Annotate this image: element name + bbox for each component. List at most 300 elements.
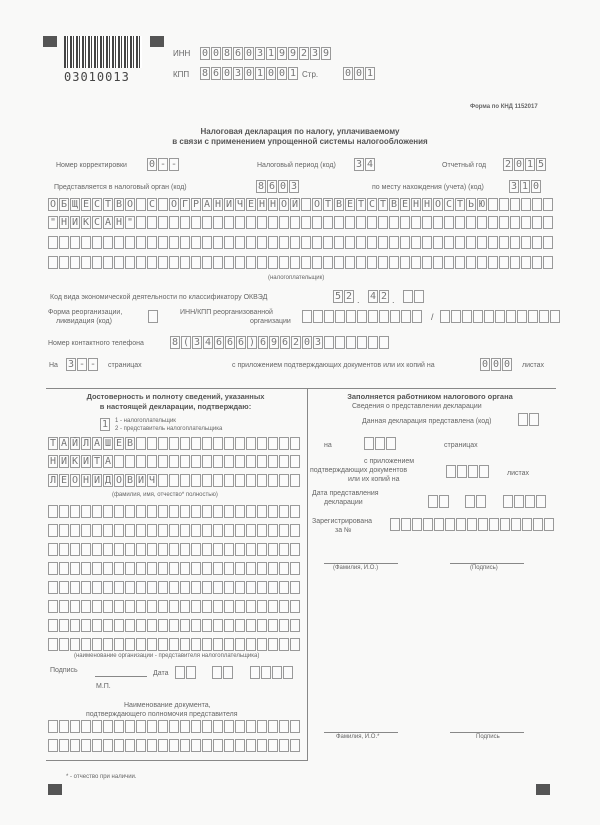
char-cell <box>345 256 355 269</box>
char-cell: 1 <box>521 181 529 192</box>
char-cell <box>261 666 271 679</box>
char-cell <box>414 290 424 303</box>
char-cell <box>279 256 289 269</box>
char-cell <box>147 619 157 632</box>
tax-organ-label: Представляется в налоговый орган (код) <box>54 184 187 191</box>
char-cell: О <box>126 199 134 210</box>
char-cell: 0 <box>148 159 156 170</box>
char-cell <box>367 236 377 249</box>
char-cell <box>180 505 190 518</box>
char-cell <box>169 720 179 733</box>
signer-option-1: 1 - налогоплательщик <box>115 418 176 424</box>
char-cell <box>246 562 256 575</box>
sign-label: Подпись <box>50 667 78 674</box>
okved-dot: . <box>392 295 395 305</box>
char-cell <box>103 600 113 613</box>
org-caption: (наименование организации - представителя налогоплательщика) <box>74 653 260 659</box>
char-cell <box>335 336 345 349</box>
char-cell <box>235 562 245 575</box>
char-cell <box>202 543 212 556</box>
page-cells <box>343 67 376 80</box>
char-cell <box>400 216 410 229</box>
char-cell <box>389 216 399 229</box>
char-cell <box>147 524 157 537</box>
char-cell <box>235 455 245 468</box>
char-cell <box>444 256 454 269</box>
char-cell <box>136 638 146 651</box>
char-cell: 4 <box>366 159 374 170</box>
char-cell <box>257 739 267 752</box>
char-cell <box>212 666 222 679</box>
char-cell: 0 <box>532 181 540 192</box>
sheets-label: листах <box>522 362 545 369</box>
char-cell <box>191 524 201 537</box>
date-submit-label-1: Дата представления <box>312 490 379 497</box>
char-cell <box>235 216 245 229</box>
char-cell: В <box>126 438 134 449</box>
char-cell <box>488 236 498 249</box>
char-cell: 0 <box>279 181 287 192</box>
char-cell <box>532 216 542 229</box>
inn-cells <box>200 47 332 60</box>
char-cell <box>180 256 190 269</box>
char-cell <box>290 524 300 537</box>
char-cell <box>224 455 234 468</box>
char-cell <box>136 562 146 575</box>
char-cell: О <box>49 199 57 210</box>
char-cell <box>191 216 201 229</box>
char-cell: С <box>93 199 101 210</box>
char-cell <box>114 720 124 733</box>
char-cell <box>478 518 488 531</box>
char-cell <box>158 236 168 249</box>
char-cell <box>81 581 91 594</box>
char-cell <box>175 666 185 679</box>
char-cell <box>169 600 179 613</box>
char-cell <box>92 619 102 632</box>
char-cell <box>543 198 553 211</box>
taxpayer-caption: (налогоплательщик) <box>268 275 325 281</box>
char-cell <box>191 638 201 651</box>
char-cell <box>224 474 234 487</box>
char-cell: 3 <box>234 68 242 79</box>
char-cell <box>191 720 201 733</box>
char-cell <box>224 505 234 518</box>
footnote: * - отчество при наличии. <box>66 774 137 780</box>
char-cell <box>125 562 135 575</box>
char-cell <box>125 638 135 651</box>
char-cell <box>103 720 113 733</box>
char-cell <box>495 310 505 323</box>
char-cell <box>92 638 102 651</box>
char-cell <box>375 437 385 450</box>
char-cell <box>147 455 157 468</box>
char-cell <box>136 720 146 733</box>
corner-marker <box>536 784 550 795</box>
char-cell <box>455 256 465 269</box>
char-cell <box>213 216 223 229</box>
char-cell: В <box>115 199 123 210</box>
char-cell: Ь <box>467 199 475 210</box>
char-cell <box>235 600 245 613</box>
attach-label-1: с приложением <box>364 458 415 465</box>
char-cell <box>268 619 278 632</box>
char-cell <box>246 216 256 229</box>
char-cell <box>268 437 278 450</box>
char-cell <box>213 543 223 556</box>
char-cell <box>59 619 69 632</box>
char-cell <box>422 236 432 249</box>
date-month-cells <box>212 666 234 679</box>
char-cell <box>368 310 378 323</box>
char-cell <box>125 236 135 249</box>
corner-marker <box>150 36 164 47</box>
char-cell: 6 <box>215 337 223 348</box>
char-cell <box>136 600 146 613</box>
char-cell <box>125 256 135 269</box>
char-cell: Ш <box>104 438 112 449</box>
char-cell <box>235 437 245 450</box>
char-cell: И <box>60 456 68 467</box>
org-row <box>48 524 301 537</box>
char-cell: Н <box>269 199 277 210</box>
char-cell <box>444 216 454 229</box>
char-cell <box>59 600 69 613</box>
char-cell <box>180 455 190 468</box>
taxpayer-row-1 <box>48 198 554 211</box>
okved-part-2 <box>368 290 390 303</box>
char-cell <box>272 666 282 679</box>
char-cell <box>279 455 289 468</box>
char-cell: А <box>60 438 68 449</box>
char-cell: О <box>313 199 321 210</box>
char-cell <box>70 638 80 651</box>
char-cell <box>213 236 223 249</box>
char-cell <box>400 256 410 269</box>
char-cell <box>70 256 80 269</box>
char-cell <box>455 236 465 249</box>
char-cell <box>114 543 124 556</box>
char-cell <box>357 310 367 323</box>
char-cell: 5 <box>334 291 342 302</box>
char-cell <box>268 236 278 249</box>
char-cell <box>550 310 560 323</box>
char-cell <box>202 619 212 632</box>
reorg-innkpp-label-2: организации <box>250 318 291 325</box>
char-cell <box>103 505 113 518</box>
char-cell <box>202 562 212 575</box>
char-cell <box>180 524 190 537</box>
char-cell <box>158 198 168 211</box>
char-cell <box>48 739 58 752</box>
char-cell: Е <box>60 475 68 486</box>
char-cell <box>268 474 278 487</box>
char-cell <box>290 638 300 651</box>
char-cell <box>345 236 355 249</box>
char-cell <box>268 543 278 556</box>
char-cell <box>257 543 267 556</box>
char-cell <box>147 600 157 613</box>
char-cell: 9 <box>289 48 297 59</box>
char-cell <box>59 236 69 249</box>
char-cell <box>489 518 499 531</box>
char-cell <box>92 256 102 269</box>
char-cell <box>268 581 278 594</box>
correction-cells <box>147 158 180 171</box>
char-cell <box>103 638 113 651</box>
char-cell <box>510 236 520 249</box>
char-cell <box>268 638 278 651</box>
char-cell <box>158 505 168 518</box>
char-cell: 3 <box>290 181 298 192</box>
taxpayer-row-4 <box>48 256 554 269</box>
char-cell <box>324 336 334 349</box>
char-cell <box>70 600 80 613</box>
location-cells <box>509 180 542 193</box>
date-submit-day <box>428 495 450 508</box>
char-cell <box>521 198 531 211</box>
char-cell <box>257 437 267 450</box>
char-cell <box>213 739 223 752</box>
char-cell: 1 <box>289 68 297 79</box>
tax-organ-cells <box>256 180 300 193</box>
char-cell <box>48 524 58 537</box>
char-cell <box>257 236 267 249</box>
char-cell <box>48 600 58 613</box>
char-cell <box>202 739 212 752</box>
char-cell <box>290 720 300 733</box>
char-cell <box>169 236 179 249</box>
char-cell <box>125 543 135 556</box>
char-cell <box>48 619 58 632</box>
surname-cells <box>48 437 301 450</box>
kpp-cells <box>200 67 299 80</box>
char-cell <box>268 739 278 752</box>
char-cell <box>532 198 542 211</box>
char-cell <box>191 256 201 269</box>
char-cell <box>235 739 245 752</box>
char-cell: И <box>93 475 101 486</box>
char-cell <box>202 505 212 518</box>
char-cell: 1 <box>256 68 264 79</box>
char-cell: С <box>148 199 156 210</box>
char-cell: 3 <box>510 181 518 192</box>
char-cell <box>521 216 531 229</box>
char-cell <box>158 739 168 752</box>
sign-line <box>95 676 147 677</box>
char-cell <box>125 600 135 613</box>
pages-label: страницах <box>108 362 142 369</box>
char-cell <box>224 236 234 249</box>
reg-label-1: Зарегистрирована <box>312 518 372 525</box>
char-cell <box>148 310 158 323</box>
char-cell <box>136 437 146 450</box>
char-cell <box>235 256 245 269</box>
char-cell <box>268 505 278 518</box>
char-cell: 1 <box>526 159 534 170</box>
char-cell <box>125 739 135 752</box>
char-cell <box>257 455 267 468</box>
char-cell <box>279 236 289 249</box>
char-cell <box>412 518 422 531</box>
char-cell <box>465 495 475 508</box>
right-pages-label: страницах <box>444 442 478 449</box>
char-cell: Е <box>346 199 354 210</box>
char-cell <box>70 524 80 537</box>
char-cell <box>499 256 509 269</box>
char-cell <box>114 524 124 537</box>
year-label: Отчетный год <box>442 162 487 169</box>
inn-label: ИНН <box>173 49 191 58</box>
char-cell <box>257 638 267 651</box>
char-cell <box>279 638 289 651</box>
char-cell: С <box>445 199 453 210</box>
char-cell <box>103 581 113 594</box>
char-cell: 9 <box>270 337 278 348</box>
char-cell: 5 <box>537 159 545 170</box>
char-cell <box>59 720 69 733</box>
char-cell: 0 <box>355 68 363 79</box>
char-cell: Т <box>104 199 112 210</box>
char-cell <box>268 216 278 229</box>
char-cell <box>213 437 223 450</box>
char-cell: О <box>115 475 123 486</box>
char-cell <box>235 505 245 518</box>
char-cell <box>521 236 531 249</box>
char-cell <box>224 437 234 450</box>
char-cell <box>345 216 355 229</box>
char-cell <box>511 518 521 531</box>
attach-label-2: подтверждающих документов <box>310 467 408 474</box>
char-cell <box>290 455 300 468</box>
char-cell <box>191 619 201 632</box>
char-cell <box>180 474 190 487</box>
char-cell <box>191 455 201 468</box>
kpp-label: КПП <box>173 70 190 79</box>
char-cell <box>257 562 267 575</box>
char-cell <box>510 216 520 229</box>
char-cell <box>279 619 289 632</box>
date-year-cells <box>250 666 294 679</box>
char-cell <box>257 600 267 613</box>
char-cell <box>246 720 256 733</box>
char-cell <box>180 437 190 450</box>
left-heading-2: в настоящей декларации, подтверждаю: <box>99 402 252 411</box>
char-cell <box>191 437 201 450</box>
char-cell <box>532 236 542 249</box>
char-cell <box>81 739 91 752</box>
char-cell <box>279 543 289 556</box>
char-cell <box>48 543 58 556</box>
doc-label-1: Наименование документа, <box>124 702 211 709</box>
char-cell <box>213 505 223 518</box>
char-cell: 3 <box>67 359 75 370</box>
char-cell <box>532 256 542 269</box>
char-cell <box>136 581 146 594</box>
char-cell <box>446 465 456 478</box>
char-cell: 4 <box>204 337 212 348</box>
reorg-form-label-1: Форма реорганизации, <box>48 309 123 316</box>
char-cell <box>386 437 396 450</box>
char-cell <box>246 524 256 537</box>
char-cell: Н <box>258 199 266 210</box>
char-cell <box>257 581 267 594</box>
char-cell <box>169 216 179 229</box>
char-cell <box>202 236 212 249</box>
char-cell <box>70 619 80 632</box>
char-cell: 1 <box>101 419 109 430</box>
char-cell <box>334 216 344 229</box>
char-cell <box>290 256 300 269</box>
signer-option-2: 2 - представитель налогоплательщика <box>115 426 223 432</box>
char-cell: Л <box>82 438 90 449</box>
left-heading-1: Достоверность и полноту сведений, указанных <box>86 392 265 401</box>
char-cell <box>301 198 311 211</box>
char-cell <box>114 739 124 752</box>
char-cell <box>423 518 433 531</box>
char-cell <box>114 562 124 575</box>
char-cell: 3 <box>256 48 264 59</box>
char-cell <box>433 236 443 249</box>
char-cell: 0 <box>212 48 220 59</box>
char-cell <box>543 216 553 229</box>
char-cell <box>521 256 531 269</box>
char-cell <box>390 310 400 323</box>
char-cell <box>169 455 179 468</box>
char-cell: 8 <box>257 181 265 192</box>
char-cell <box>378 216 388 229</box>
char-cell: 2 <box>345 291 353 302</box>
char-cell <box>48 505 58 518</box>
char-cell <box>180 562 190 575</box>
char-cell <box>312 236 322 249</box>
char-cell <box>169 581 179 594</box>
char-cell <box>301 216 311 229</box>
char-cell <box>180 720 190 733</box>
char-cell: 0 <box>481 359 489 370</box>
reorg-kpp-cells <box>440 310 561 323</box>
char-cell: - <box>78 359 86 370</box>
char-cell <box>169 619 179 632</box>
char-cell <box>279 524 289 537</box>
char-cell: 9 <box>278 48 286 59</box>
char-cell: - <box>89 359 97 370</box>
char-cell <box>290 600 300 613</box>
right-fio-caption: (Фамилия, И.О.) <box>333 565 379 571</box>
char-cell <box>506 310 516 323</box>
char-cell <box>466 216 476 229</box>
char-cell <box>499 216 509 229</box>
char-cell <box>518 413 528 426</box>
char-cell <box>202 524 212 537</box>
char-cell <box>147 739 157 752</box>
char-cell <box>301 256 311 269</box>
sign-line-right-2 <box>450 732 524 733</box>
char-cell <box>224 638 234 651</box>
reorg-innkpp-label-1: ИНН/КПП реорганизованной <box>180 309 273 316</box>
char-cell <box>147 236 157 249</box>
char-cell <box>477 216 487 229</box>
char-cell: 8 <box>171 337 179 348</box>
char-cell: " <box>126 217 134 228</box>
okved-label: Код вида экономической деятельности по классификатору ОКВЭД <box>50 294 268 301</box>
char-cell: О <box>170 199 178 210</box>
doc-row <box>48 739 301 752</box>
char-cell <box>169 474 179 487</box>
char-cell: Н <box>82 475 90 486</box>
char-cell <box>224 524 234 537</box>
okved-part-3 <box>403 290 425 303</box>
